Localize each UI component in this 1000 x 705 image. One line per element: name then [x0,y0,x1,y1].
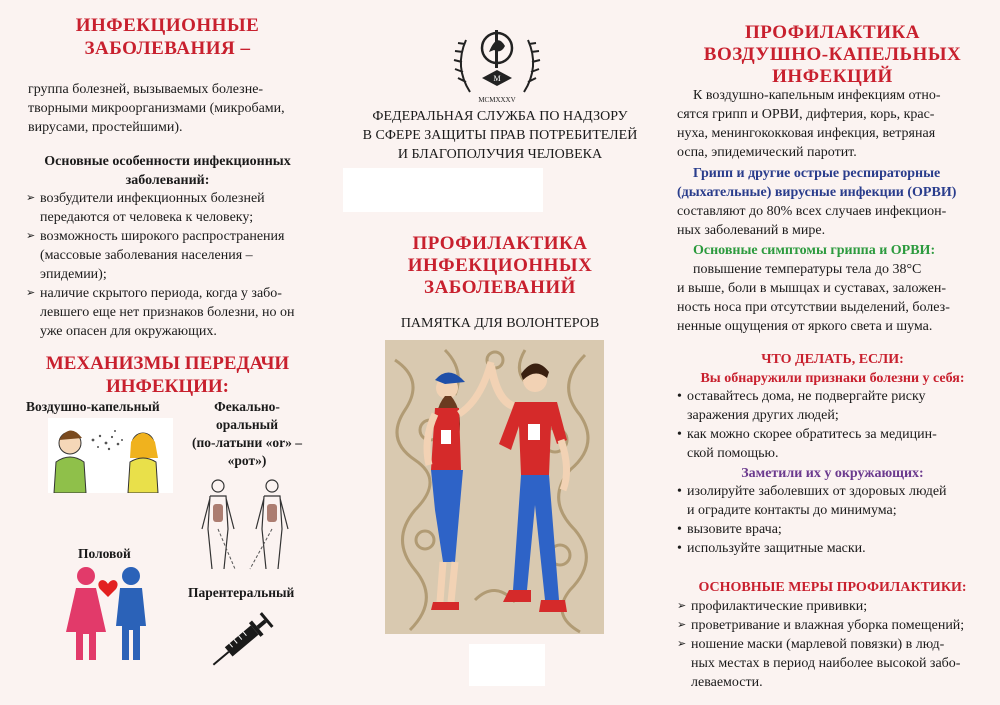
mechanisms-title: МЕХАНИЗМЫ ПЕРЕДАЧИ ИНФЕКЦИИ: [45,353,290,397]
blank-area [469,644,545,686]
prevention-measures-title: ОСНОВНЫЕ МЕРЫ ПРОФИЛАКТИКИ: [698,580,967,595]
list-item: ➢ ношение маски (марлевой повязки) в люд- ных местах в период наиболее высокой забо- леваемости. [677,635,997,692]
airborne-prevention-title: ПРОФИЛАКТИКА ВОЗДУШНО-КАПЕЛЬНЫХ ИНФЕКЦИЙ [703,22,962,87]
list-item: • изолируйте заболевших от здоровых людей и оградите контакты до минимума; [677,482,997,520]
list-item: ➢ наличие скрытого периода, когда у забо- левшего еще нет признаков болезни, но он уже опасен для окружающих. [26,284,331,341]
blank-area [343,168,543,212]
features-list [26,189,331,341]
fecal-oral-illustration [190,474,300,574]
airborne-label: Воздушно-капельный [26,399,160,414]
prevention-measures-list [677,597,997,692]
brochure-title: ПРОФИЛАКТИКА ИНФЕКЦИОННЫХ ЗАБОЛЕВАНИЙ [407,233,593,298]
symptoms-text: повышение температуры тела до 38°С и выше, боли в мышцах и суставах, заложен- ность носа при отсутствии выделений, болез- ненные ощущения от яркого света и шума. [677,262,950,334]
sexual-label: Половой [78,546,131,561]
right-panel [665,0,1000,705]
list-item: • вызовите врача; [677,520,997,539]
emblem-year: MCMXXXV [478,96,516,104]
list-item: ➢ проветривание и влажная уборка помещений; [677,616,997,635]
features-title: Основные особенности инфекционных заболеваний: [44,154,291,188]
fecal-oral-label: Фекально- оральный (по-латыни «or» – «рот») [192,399,302,468]
intro-text: К воздушно-капельным инфекциям отно- сятся грипп и ОРВИ, дифтерия, корь, крас- нуха, менингококковая инфекция, ветряная оспа, эпидемический паротит. [677,88,941,160]
symptoms-title: Основные симптомы гриппа и ОРВИ: [693,243,936,258]
list-item: ➢ возбудители инфекционных болезней передаются от человека к человеку; [26,189,331,227]
couple-icon [58,564,158,664]
self-signs-title: Вы обнаружили признаки болезни у себя: [700,371,965,386]
list-item: • как можно скорее обратитесь за медицин- ской помощью. [677,425,997,463]
what-to-do-title: ЧТО ДЕЛАТЬ, ЕСЛИ: [761,352,904,367]
list-item: ➢ профилактические прививки; [677,597,997,616]
left-panel [0,0,335,705]
flu-text: Грипп и другие острые респираторные (дыхательные) вирусные инфекции (ОРВИ) составляют до 80% всех случаев инфекцион- ных заболеваний в мире. [677,166,957,238]
syringe-icon [208,608,280,670]
list-item: • используйте защитные маски. [677,539,997,558]
svg-text:М: М [493,74,501,83]
list-item: ➢ возможность широкого распространения (массовые заболевания населения – эпидемии); [26,227,331,284]
brochure-subtitle: ПАМЯТКА ДЛЯ ВОЛОНТЕРОВ [400,316,600,331]
middle-panel [335,0,665,705]
airborne-illustration [48,418,173,493]
parenteral-label: Парентеральный [188,585,295,600]
volunteers-illustration [385,340,604,634]
others-actions-list [677,482,997,558]
emblem-logo [452,22,542,106]
self-actions-list [677,387,997,463]
infections-title: ИНФЕКЦИОННЫЕ ЗАБОЛЕВАНИЯ – [75,15,260,59]
definition-text: группа болезней, вызываемых болезне- творными микроорганизмами (микробами, вирусами, простейшими). [28,82,285,135]
agency-name: ФЕДЕРАЛЬНАЯ СЛУЖБА ПО НАДЗОРУ В СФЕРЕ ЗАЩИТЫ ПРАВ ПОТРЕБИТЕЛЕЙ И БЛАГОПОЛУЧИЯ ЧЕЛОВЕКА [362,109,638,162]
list-item: • оставайтесь дома, не подвергайте риску заражения других людей; [677,387,997,425]
others-signs-title: Заметили их у окружающих: [741,466,924,481]
